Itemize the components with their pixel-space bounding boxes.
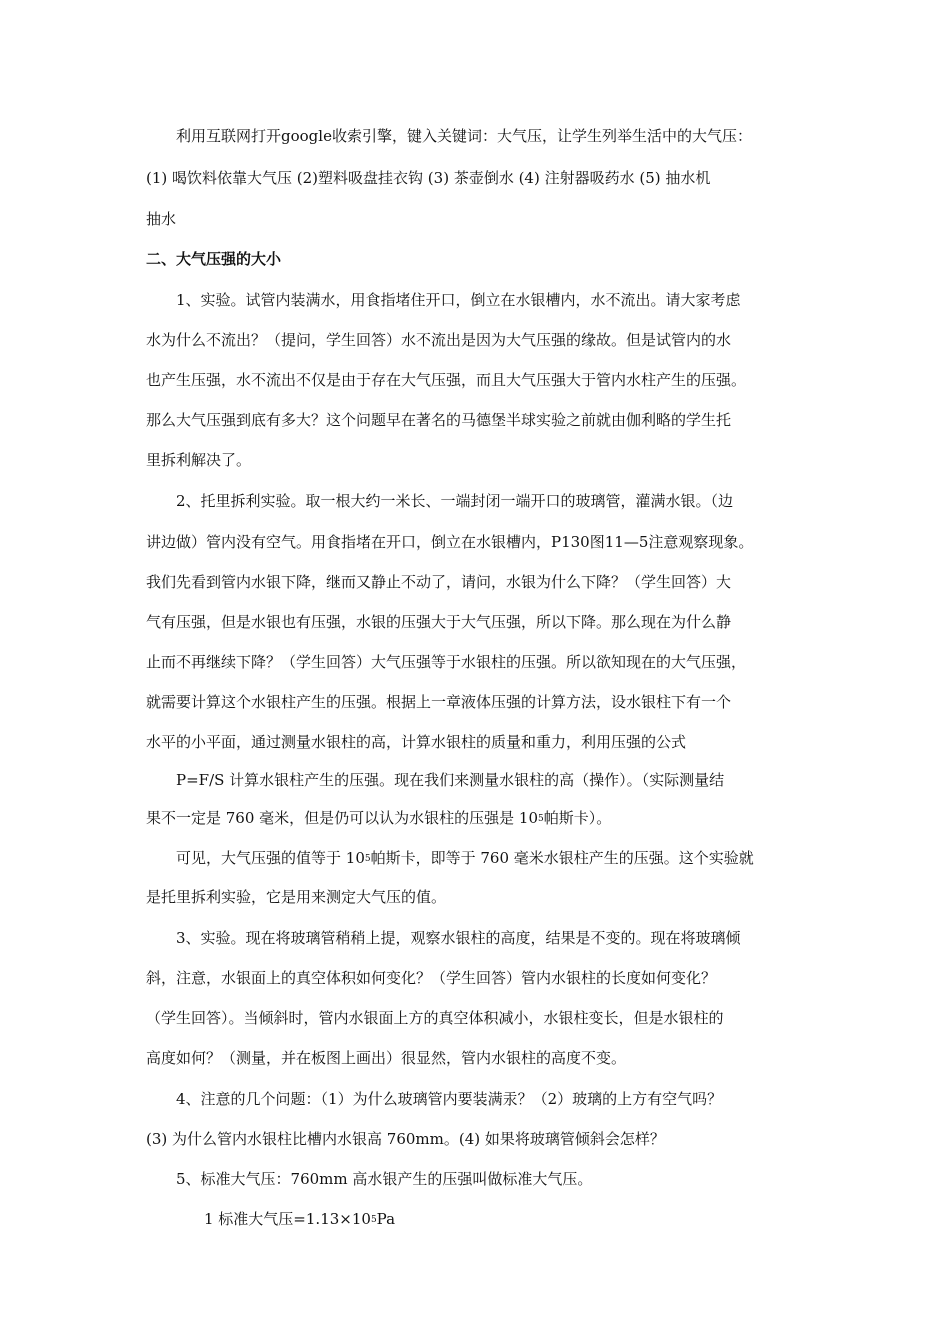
- para2-line-2: 讲边做）管内没有空气。用食指堵在开口，倒立在水银槽内，P130图11—5注意观察现象。: [146, 533, 754, 551]
- para3-line-2: 是托里拆利实验，它是用来测定大气压的值。: [146, 888, 447, 906]
- exponent: 5: [364, 854, 371, 864]
- formula-unit: Pa: [376, 1210, 396, 1228]
- para2-line-6: 就需要计算这个水银柱产生的压强。根据上一章液体压强的计算方法，设水银柱下有一个: [146, 693, 732, 711]
- para2-line-3: 我们先看到管内水银下降，继而又静止不动了，请问，水银为什么下降？（学生回答）大: [146, 573, 732, 591]
- para2-line-8: P=F/S 计算水银柱产生的压强。现在我们来测量水银柱的高（操作）。（实际测量结: [176, 771, 725, 789]
- para5-line-1: 4、注意的几个问题：（1）为什么玻璃管内要装满汞？（2）玻璃的上方有空气吗？: [176, 1090, 723, 1108]
- para3-line-1-tail: 帕斯卡，即等于 760 毫米水银柱产生的压强。这个实验就: [370, 849, 754, 867]
- para4-line-4: 高度如何？（测量，并在板图上画出）很显然，管内水银柱的高度不变。: [146, 1049, 627, 1067]
- para3-line-1: [176, 848, 754, 868]
- para6-line-1: 5、标准大气压：760mm 高水银产生的压强叫做标准大气压。: [176, 1170, 593, 1188]
- para3-line-1-text: 可见，大气压强的值等于 10: [176, 849, 365, 867]
- para1-line-1: 1、实验。试管内装满水，用食指堵住开口，倒立在水银槽内，水不流出。请大家考虑: [176, 291, 741, 309]
- para4-line-2: 斜，注意，水银面上的真空体积如何变化？（学生回答）管内水银柱的长度如何变化？: [146, 969, 717, 987]
- exponent: 5: [370, 1215, 377, 1225]
- para1-line-2: 水为什么不流出？（提问，学生回答）水不流出是因为大气压强的缘故。但是试管内的水: [146, 331, 732, 349]
- formula-line: [204, 1209, 395, 1229]
- para4-line-3: （学生回答）。当倾斜时，管内水银面上方的真空体积减小，水银柱变长，但是水银柱的: [146, 1009, 724, 1027]
- para2-line-5: 止而不再继续下降？（学生回答）大气压强等于水银柱的压强。所以欲知现在的大气压强，: [146, 653, 747, 671]
- para2-line-9: [146, 808, 611, 828]
- para1-line-5: 里拆利解决了。: [146, 451, 252, 469]
- section-heading: 二、大气压强的大小: [146, 250, 282, 268]
- para1-line-4: 那么大气压强到底有多大？这个问题早在著名的马德堡半球实验之前就由伽利略的学生托: [146, 411, 732, 429]
- para4-line-1: 3、实验。现在将玻璃管稍稍上提，观察水银柱的高度，结果是不变的。现在将玻璃倾: [176, 929, 741, 947]
- para2-line-1: 2、托里拆利实验。取一根大约一米长、一端封闭一端开口的玻璃管，灌满水银。（边: [176, 492, 734, 510]
- intro-line-3: 抽水: [146, 210, 177, 228]
- formula-text: 1 标准大气压=1.13×10: [204, 1210, 371, 1228]
- para2-line-7: 水平的小平面，通过测量水银柱的高，计算水银柱的质量和重力，利用压强的公式: [146, 733, 687, 751]
- intro-line-1: 利用互联网打开google收索引擎，键入关键词：大气压，让学生列举生活中的大气压：: [176, 127, 752, 145]
- intro-line-2: (1) 喝饮料依靠大气压 (2)塑料吸盘挂衣钩 (3) 茶壶倒水 (4) 注射器吸药水 (5) 抽水机: [146, 169, 711, 187]
- exponent: 5: [538, 814, 544, 824]
- para5-line-2: (3) 为什么管内水银柱比槽内水银高 760mm。(4) 如果将玻璃管倾斜会怎样？: [146, 1130, 665, 1148]
- para2-line-4: 气有压强，但是水银也有压强，水银的压强大于大气压强，所以下降。那么现在为什么静: [146, 613, 732, 631]
- para1-line-3: 也产生压强，水不流出不仅是由于存在大气压强，而且大气压强大于管内水柱产生的压强。: [146, 371, 747, 389]
- para2-line-9-text: 果不一定是 760 毫米，但是仍可以认为水银柱的压强是 10: [146, 809, 539, 827]
- para2-line-9-tail: 帕斯卡）。: [543, 809, 612, 827]
